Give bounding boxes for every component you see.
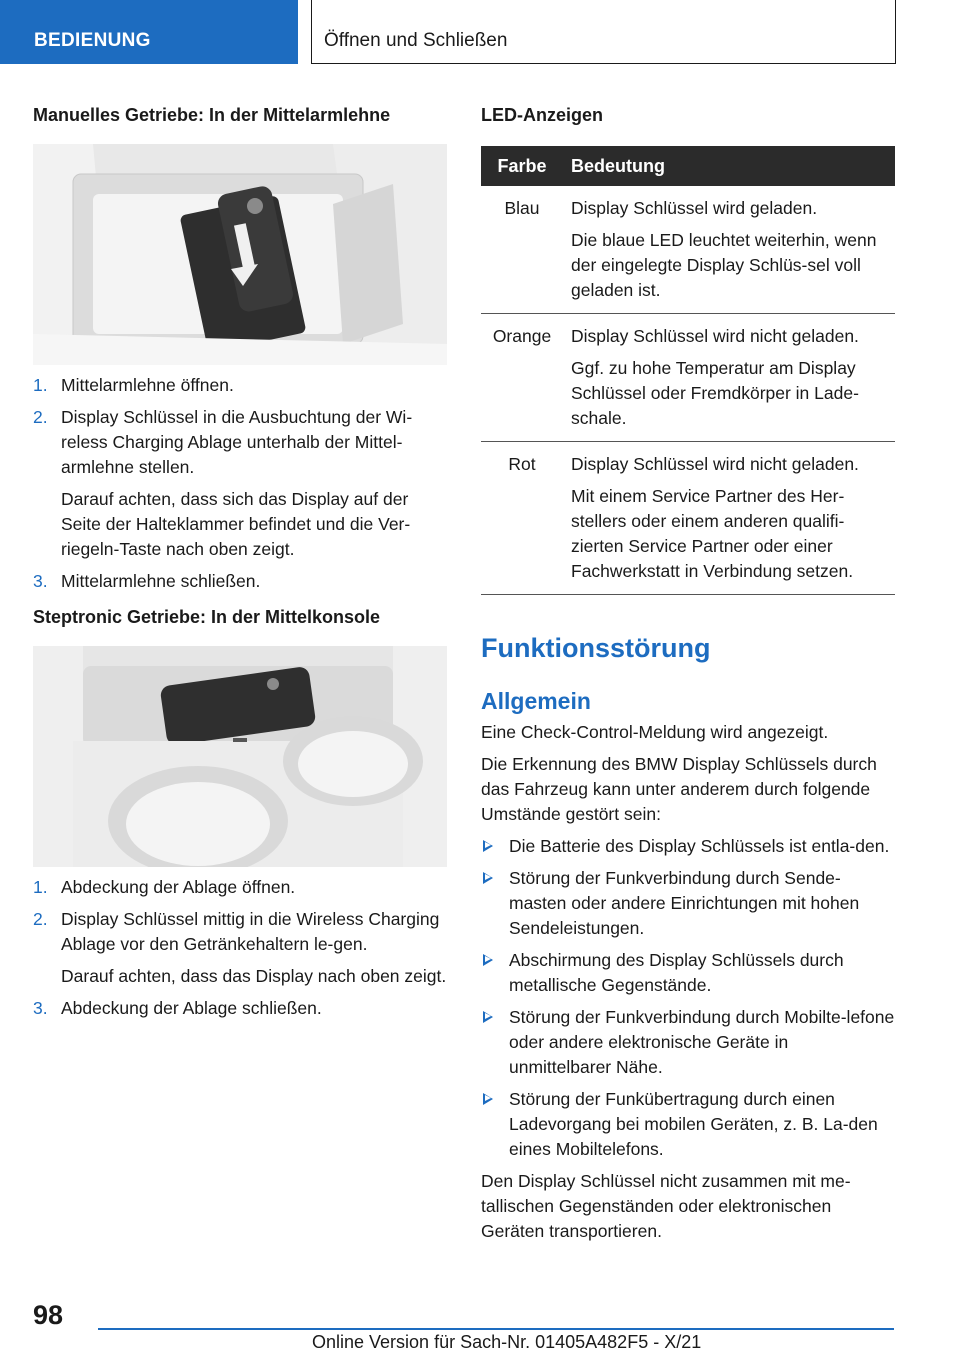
meaning-detail: Die blaue LED leuchtet weiterhin, wenn der eingelegte Display Schlüs-sel voll geladen ist. <box>571 230 877 300</box>
section-label: BEDIENUNG <box>34 30 151 51</box>
list-item <box>33 875 447 900</box>
table-row <box>481 186 895 314</box>
list-item <box>481 834 895 859</box>
led-table <box>481 146 895 595</box>
footer-divider <box>98 1328 894 1330</box>
paragraph: Die Erkennung des BMW Display Schlüssels durch das Fahrzeug kann unter anderem durch folgende Umstände gestört sein: <box>481 754 877 824</box>
list-item <box>481 866 895 941</box>
steptronic-steps-list <box>33 875 447 1021</box>
list-item <box>33 996 447 1021</box>
triangle-bullet-icon <box>483 1093 493 1105</box>
malfunction-heading: Funktionsstörung <box>481 633 711 663</box>
led-color: Orange <box>481 314 563 442</box>
general-heading: Allgemein <box>481 688 591 714</box>
led-meaning <box>563 442 895 595</box>
led-heading: LED-Anzeigen <box>481 105 604 125</box>
list-item <box>481 1005 895 1080</box>
manual-gearbox-heading: Manuelles Getriebe: In der Mittelarmlehne <box>33 105 391 125</box>
step-number: 1. <box>33 877 48 897</box>
list-item <box>33 907 447 989</box>
bullet-text: Störung der Funkverbindung durch Mobilte-lefone oder andere elektronische Geräte in unmittelbarer Nähe. <box>509 1007 895 1077</box>
chapter-header <box>311 0 896 64</box>
steptronic-heading: Steptronic Getriebe: In der Mittelkonsole <box>33 607 381 627</box>
led-meaning <box>563 314 895 442</box>
table-row <box>481 314 895 442</box>
list-item <box>481 1087 895 1162</box>
chapter-title: Öffnen und Schließen <box>324 30 508 51</box>
led-color: Rot <box>481 442 563 595</box>
meaning-line: Display Schlüssel wird nicht geladen. <box>571 326 859 346</box>
step-text: Mittelarmlehne schließen. <box>61 571 261 591</box>
right-column <box>481 100 895 1244</box>
table-header-row <box>481 146 895 186</box>
step-text: Mittelarmlehne öffnen. <box>61 375 234 395</box>
page-number: 98 <box>33 1300 64 1330</box>
left-column <box>33 100 447 1028</box>
list-item <box>33 405 447 562</box>
step-text: Display Schlüssel mittig in die Wireless Charging Ablage vor den Getränkehaltern le-gen. <box>61 909 440 954</box>
led-meaning <box>563 186 895 314</box>
bullet-text: Störung der Funkverbindung durch Sende-masten oder andere Einrichtungen mit hohen Sendeleistungen. <box>509 868 860 938</box>
meaning-detail: Mit einem Service Partner des Her-stellers oder einem anderen qualifi-zierten Service Partner oder einer Fachwerkstatt in Verbindung setzen. <box>571 486 854 581</box>
manual-steps-list <box>33 373 447 594</box>
section-tab <box>0 0 298 64</box>
triangle-bullet-icon <box>483 840 493 852</box>
list-item <box>33 373 447 398</box>
paragraph: Eine Check-Control-Meldung wird angezeigt. <box>481 722 829 742</box>
bullet-text: Störung der Funkübertragung durch einen Ladevorgang bei mobilen Geräten, z. B. La-den eines Mobiltelefons. <box>509 1089 878 1159</box>
step-number: 2. <box>33 909 48 929</box>
step-text: Display Schlüssel in die Ausbuchtung der Wi-reless Charging Ablage unterhalb der Mittel-armlehne stellen. <box>61 407 413 477</box>
led-color: Blau <box>481 186 563 314</box>
table-row <box>481 442 895 595</box>
meaning-line: Display Schlüssel wird nicht geladen. <box>571 454 859 474</box>
meaning-detail: Ggf. zu hohe Temperatur am Display Schlüssel oder Fremdkörper in Lade-schale. <box>571 358 859 428</box>
triangle-bullet-icon <box>483 1011 493 1023</box>
armrest-charging-tray-image <box>33 144 447 365</box>
step-number: 3. <box>33 571 48 591</box>
list-item <box>33 569 447 594</box>
bullet-text: Abschirmung des Display Schlüssels durch metallische Gegenstände. <box>509 950 844 995</box>
console-charging-tray-image <box>33 646 447 867</box>
step-number: 2. <box>33 407 48 427</box>
triangle-bullet-icon <box>483 954 493 966</box>
paragraph: Den Display Schlüssel nicht zusammen mit me-tallischen Gegenständen oder elektronischen Geräten transportieren. <box>481 1171 851 1241</box>
step-number: 3. <box>33 998 48 1018</box>
meaning-line: Display Schlüssel wird geladen. <box>571 198 818 218</box>
step-text: Abdeckung der Ablage öffnen. <box>61 877 296 897</box>
bullet-text: Die Batterie des Display Schlüssels ist entla-den. <box>509 836 890 856</box>
triangle-bullet-icon <box>483 872 493 884</box>
col-header-color: Farbe <box>481 146 563 186</box>
step-number: 1. <box>33 375 48 395</box>
cause-list <box>481 834 895 1162</box>
step-note: Darauf achten, dass das Display nach oben zeigt. <box>61 966 447 986</box>
step-text: Abdeckung der Ablage schließen. <box>61 998 322 1018</box>
list-item <box>481 948 895 998</box>
footer-version-text: Online Version für Sach-Nr. 01405A482F5 - X/21 <box>312 1332 702 1352</box>
step-note: Darauf achten, dass sich das Display auf der Seite der Halteklammer befindet und die Ver-riegeln-Taste nach oben zeigt. <box>61 489 411 559</box>
col-header-meaning: Bedeutung <box>563 146 895 186</box>
